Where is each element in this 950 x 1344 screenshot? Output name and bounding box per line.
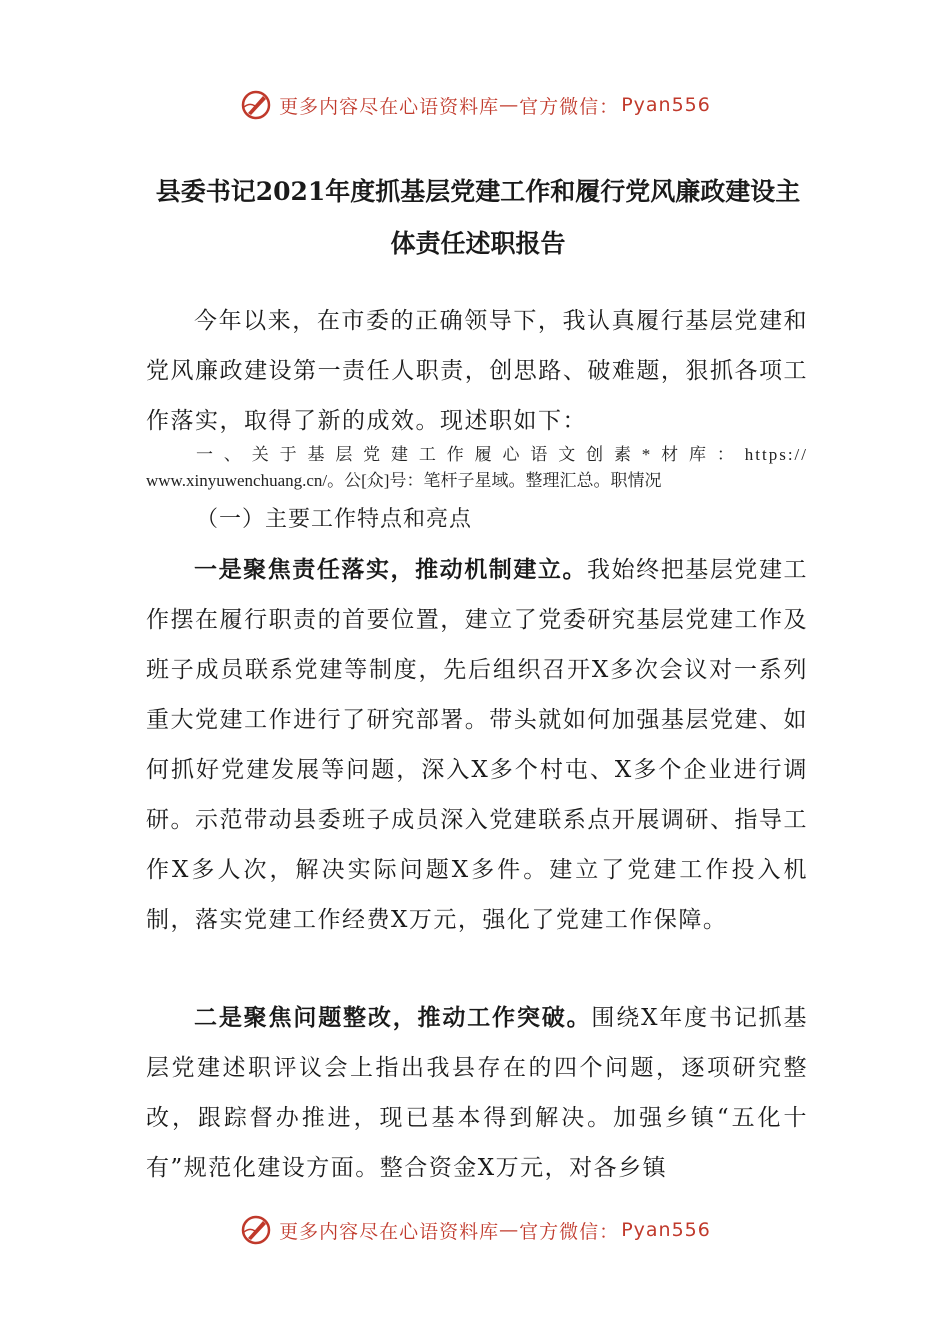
- footer-sub-text: 官方微信：: [519, 1220, 620, 1243]
- banner-wechat-id: Pyan556: [621, 94, 711, 116]
- document-title: [148, 166, 808, 270]
- intro-paragraph: 今年以来，在市委的正确领导下，我认真履行基层党建和党风廉政建设第一责任人职责，创思路、破难题，狠抓各项工作落实，取得了新的成效。现述职如下：: [146, 308, 808, 434]
- title-line-1: 县委书记2021年度抓基层党建工作和履行党风廉政建设主: [155, 177, 801, 206]
- point-one-body: 我始终把基层党建工作摆在履行职责的首要位置，建立了党委研究基层党建工作及班子成员联系党建等制度，先后组织召开X多次会议对一系列重大党建工作进行了研究部署。带头就如何加强基层党建、如何抓好党建发展等问题，深入X多个村屯、X多个企业进行调研。示范带动县委班子成员深入党建联系点开展调研、指导工作X多人次，解决实际问题X多件。建立了党建工作投入机制，落实党建工作经费X万元，强化了党建工作保障。: [146, 557, 808, 933]
- pen-circle-logo-icon: [239, 88, 273, 122]
- banner-dash: —: [499, 94, 520, 116]
- footer-banner: [0, 1205, 950, 1255]
- note-line-1: 一、关于基层党建工作履心语文创素*材库：https://: [196, 445, 808, 464]
- footer-dash: —: [499, 1219, 520, 1241]
- note-line-2: www.xinyuwenchuang.cn/。公[众]号：笔杆子星域。整理汇总。职情况: [146, 471, 662, 490]
- banner-sub-text: 官方微信：: [519, 95, 620, 118]
- pen-circle-logo-icon: [239, 1213, 273, 1247]
- title-line-2: 体责任述职报告: [390, 229, 566, 258]
- point-two-paragraph: [146, 993, 808, 1193]
- banner-main-text: 更多内容尽在心语资料库: [279, 95, 500, 118]
- point-two-lead: 二是聚焦问题整改，推动工作突破。: [194, 1004, 592, 1031]
- point-two-body: 围绕X年度书记抓基层党建述职评议会上指出我县存在的四个问题，逐项研究整改，跟踪督办推进，现已基本得到解决。加强乡镇“五化十有”规范化建设方面。整合资金X万元，对各乡镇: [146, 1005, 809, 1181]
- footer-wechat-id: Pyan556: [621, 1219, 711, 1241]
- header-banner: [0, 80, 950, 130]
- point-one-paragraph: [146, 545, 808, 945]
- source-note: [146, 442, 808, 494]
- section-subheading: （一）主要工作特点和亮点: [196, 507, 473, 532]
- footer-main-text: 更多内容尽在心语资料库: [279, 1220, 500, 1243]
- point-one-lead: 一是聚焦责任落实，推动机制建立。: [194, 556, 587, 583]
